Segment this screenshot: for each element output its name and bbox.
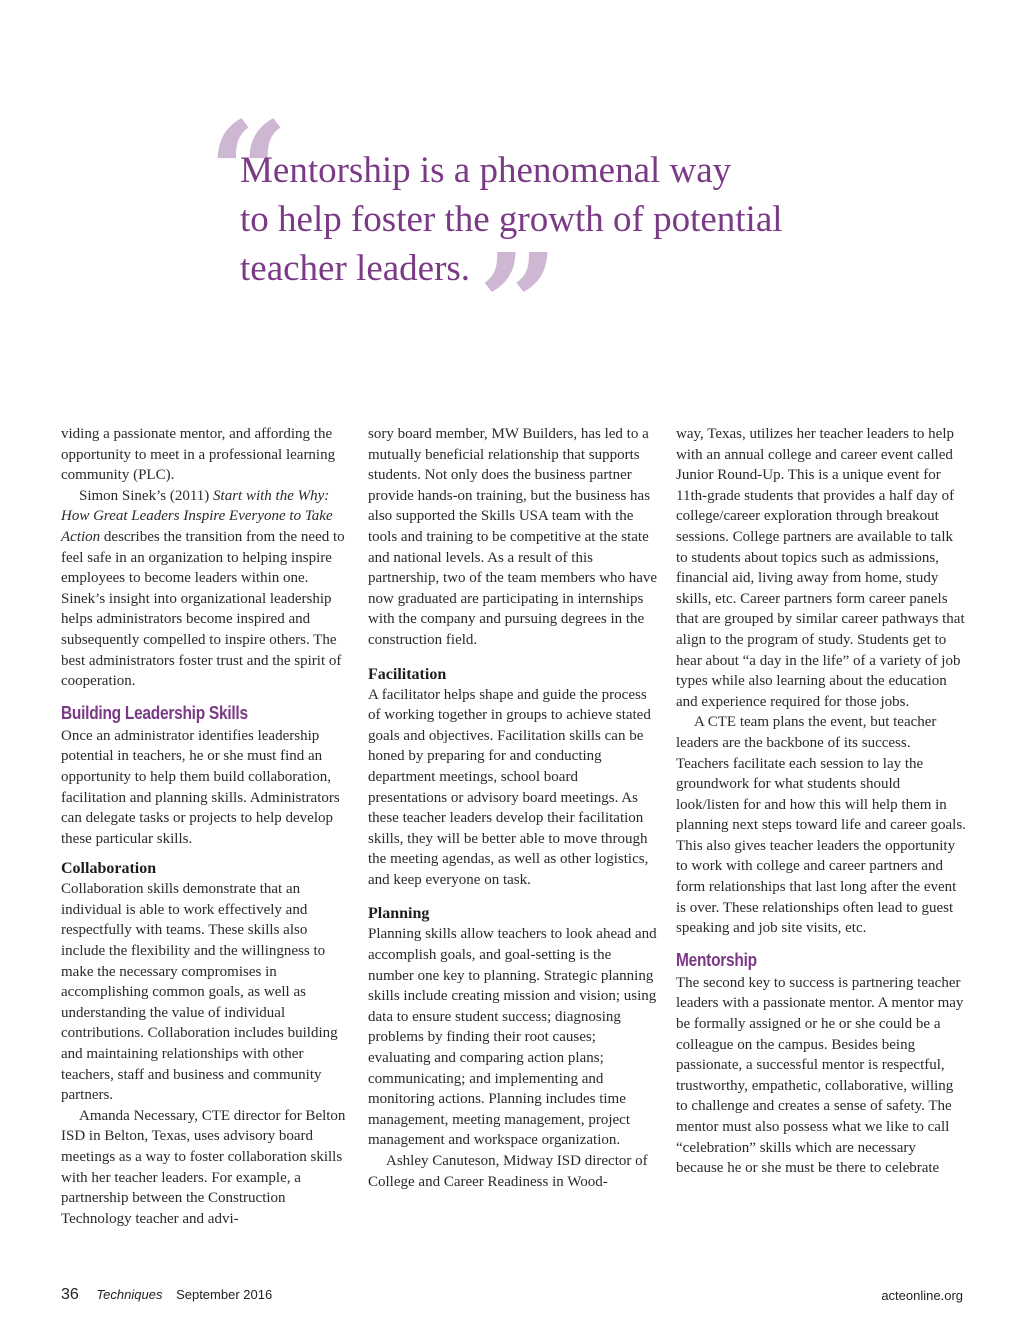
paragraph: Collaboration skills demonstrate that an individual is able to work effectively and respectfully with teams. These skills also include the flexibility and the willingness to make the necessary compromises in accomplishing common goals, as well as understanding the value of individual contributions. Collaboration includes building and maintaining relationships with other teachers, staff and business and community partners. [61,881,338,1104]
text-run: describes the transition from the need to feel safe in an organization to helping inspire employees to become leaders within one. Sinek’s insight into organizational leadership helps administrators become inspired and subsequently compelled to inspire others. The best administrators foster trust and the spirit of cooperation. [61,528,345,690]
section-heading: Building Leadership Skills [61,702,248,723]
footer-left [61,1286,272,1304]
subsection-heading: Planning [368,905,430,923]
paragraph: sory board member, MW Builders, has led to a mutually beneficial relationship that supports students. Not only does the business partner provide hands-on training, but the business has also supported the Skills USA team with the tools and training to be competitive at the state and national levels. As a result of this partnership, two of the team members who have now graduated are participating in internships with the company and pursuing degrees in the construction field. [368,426,658,648]
paragraph [61,486,351,692]
paragraph: A CTE team plans the event, but teacher leaders are the backbone of its success. Teachers facilitate each session to lay the groundwork for what students should look/listen for and how this will help them in planning next steps toward life and career goals. This also gives teacher leaders the opportunity to work with college and career partners and form relationships that last long after the event is over. These relationships often lead to guest speaking and job site visits, etc. [676,714,966,937]
paragraph: viding a passionate mentor, and affording the opportunity to meet in a professional learning community (PLC). [61,426,336,484]
website-link[interactable]: acteonline.org [881,1288,963,1303]
subsection-heading: Collaboration [61,860,157,878]
text-run: Simon Sinek’s (2011) [79,487,214,504]
pull-quote-line: Mentorship is a phenomenal way [240,150,732,191]
paragraph: A facilitator helps shape and guide the process of working together in groups to achieve stated goals and objectives. Facilitation skills can be honed by preparing for and conducting department meetings, school board presentations or advisory board meetings. As these teacher leaders develop their facilitation skills, they will be better able to move through the meeting agendas, as well as other logistics, and keep everyone on task. [368,686,651,888]
pull-quote-open-mark: “ [208,92,289,256]
article-column-2 [368,424,658,1192]
article-column-3 [676,424,966,1179]
paragraph: Planning skills allow teachers to look ahead and accomplish goals, and goal-setting is the number one key to planning. Strategic planning skills include creating mission and vision; using data to ensure student success; diagnosing problems by finding their root causes; evaluating and comparing action plans; communicating; and implementing and monitoring actions. Planning includes time management, meeting management, project management and workspace organization. [368,926,657,1149]
issue-date: September 2016 [176,1287,273,1302]
magazine-name: Techniques [96,1287,163,1302]
pull-quote-line: teacher leaders. [240,248,471,289]
article-column-1 [61,424,351,1229]
paragraph: Once an administrator identifies leadership potential in teachers, he or she must find an opportunity to help them build collaboration, facilitation and planning skills. Administrators can delegate tasks or projects to help develop these particular skills. [61,727,340,847]
pull-quote [240,146,880,293]
book-title: Start with the Why: How Great Leaders Inspire Everyone to Take Action [61,487,333,545]
paragraph: way, Texas, utilizes her teacher leaders to help with an annual college and career event called Junior Round-Up. This is a unique event for 11th-grade students that provides a half day of college/career exploration through breakout sessions. College partners are available to talk to students about topics such as admissions, financial aid, living away from home, study skills, etc. Career partners form career panels that are grouped by similar career pathways that align to the program of study. Students get to hear about “a day in the life” of a variety of job types while also learning about the education and experience required for those jobs. [676,426,965,710]
page-footer [61,1286,963,1306]
subsection-heading: Facilitation [368,665,447,683]
paragraph: The second key to success is partnering teacher leaders with a passionate mentor. A mentor may be formally assigned or he or she could be a colleague on the campus. Besides being passionate, a successful mentor is respectful, trustworthy, empathetic, collaborative, willing to challenge and creates a sense of safety. The mentor must also possess what we like to call “celebration” skills which are necessary because he or she must be there to celebrate [676,974,964,1177]
section-heading: Mentorship [676,949,757,970]
pull-quote-line: to help foster the growth of potential [240,199,783,240]
paragraph: Amanda Necessary, CTE director for Belton ISD in Belton, Texas, uses advisory board meetings as a way to foster collaboration skills with her teacher leaders. For example, a partnership between the Construction Technology teacher and advi- [61,1107,346,1227]
paragraph: Ashley Canuteson, Midway ISD director of College and Career Readiness in Wood- [368,1153,648,1190]
pull-quote-close-mark: ” [478,224,559,388]
page-number: 36 [61,1286,79,1303]
